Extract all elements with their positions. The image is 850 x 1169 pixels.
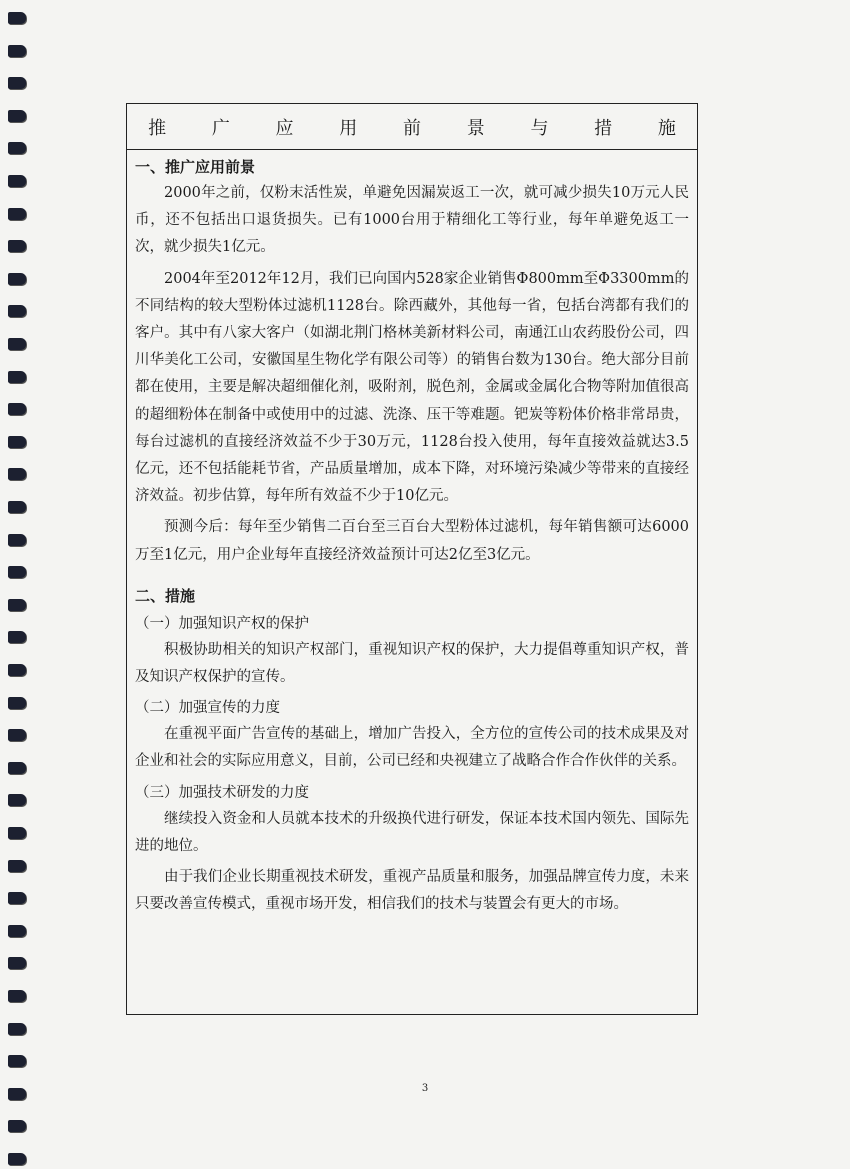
subsection-title: （三）加强技术研发的力度 xyxy=(135,784,309,801)
binding-ring xyxy=(8,1153,26,1165)
binding-ring xyxy=(8,664,26,676)
paragraph: 预测今后：每年至少销售二百台至三百台大型粉体过滤机，每年销售额可达6000万至1亿元，用户企业每年直接经济效益预计可达2亿至3亿元。 xyxy=(135,519,689,563)
binding-ring xyxy=(8,697,26,709)
binding-ring xyxy=(8,208,26,220)
page-number: 3 xyxy=(421,1083,429,1094)
section-heading-prospects: 一、推广应用前景 xyxy=(135,158,256,176)
binding-ring xyxy=(8,566,26,578)
binding-ring xyxy=(8,12,26,24)
binding-ring xyxy=(8,534,26,546)
binding-ring xyxy=(8,794,26,806)
binding-ring xyxy=(8,305,26,317)
binding-ring xyxy=(8,860,26,872)
binding-ring xyxy=(8,338,26,350)
subsection-title: （一）加强知识产权的保护 xyxy=(135,615,309,632)
binding-ring xyxy=(8,729,26,741)
paragraph: 由于我们企业长期重视技术研发，重视产品质量和服务，加强品牌宣传力度，未来只要改善宣传模式，重视市场开发，相信我们的技术与装置会有更大的市场。 xyxy=(135,869,689,913)
spiral-binding xyxy=(0,0,34,1169)
binding-ring xyxy=(8,501,26,513)
paragraph: 在重视平面广告宣传的基础上，增加广告投入，全方位的宣传公司的技术成果及对企业和社会的实际应用意义，目前，公司已经和央视建立了战略合作合作伙伴的关系。 xyxy=(135,726,689,770)
binding-ring xyxy=(8,175,26,187)
binding-ring xyxy=(8,142,26,154)
binding-ring xyxy=(8,45,26,57)
binding-ring xyxy=(8,436,26,448)
binding-ring xyxy=(8,925,26,937)
paragraph: 2000年之前，仅粉末活性炭，单避免因漏炭返工一次，就可减少损失10万元人民币，还不包括出口退货损失。已有1000台用于精细化工等行业，每年单避免返工一次，就少损失1亿元。 xyxy=(135,185,689,256)
binding-ring xyxy=(8,110,26,122)
binding-ring xyxy=(8,403,26,415)
binding-ring xyxy=(8,240,26,252)
document-frame xyxy=(126,103,698,1015)
paragraph: 继续投入资金和人员就本技术的升级换代进行研发，保证本技术国内领先、国际先进的地位。 xyxy=(135,810,689,854)
paragraph: 2004年至2012年12月，我们已向国内528家企业销售Φ800mm至Φ3300mm的不同结构的较大型粉体过滤机1128台。除西藏外，其他每一省，包括台湾都有我们的客户。其中有八家大客户（如湖北荆门格林美新材料公司，南通江山农药股份公司，四川华美化工公司，安徽国星生物化学有限公司等）的销售台数为130台。绝大部分目前都在使用，主要是解决超细催化剂，吸附剂，脱色剂，金属或金属化合物等附加值很高的超细粉体在制备中或使用中的过滤、洗涤、压干等难题。钯炭等粉体价格非常昂贵，每台过滤机的直接经济效益不少于30万元，1128台投入使用，每年直接效益就达3.5亿元，还不包括能耗节省，产品质量增加，成本下降，对环境污染减少等带来的直接经济效益。初步估算，每年所有效益不少于10亿元。 xyxy=(135,270,689,505)
binding-ring xyxy=(8,1120,26,1132)
binding-ring xyxy=(8,1055,26,1067)
binding-ring xyxy=(8,762,26,774)
binding-ring xyxy=(8,599,26,611)
section-heading-measures: 二、措施 xyxy=(135,586,196,605)
binding-ring xyxy=(8,371,26,383)
binding-ring xyxy=(8,631,26,643)
binding-ring xyxy=(8,990,26,1002)
subsection-title: （二）加强宣传的力度 xyxy=(135,700,280,717)
binding-ring xyxy=(8,77,26,89)
title-row xyxy=(127,104,697,150)
binding-ring xyxy=(8,468,26,480)
paragraph: 积极协助相关的知识产权部门，重视知识产权的保护，大力提倡尊重知识产权，普及知识产权保护的宣传。 xyxy=(135,641,689,686)
binding-ring xyxy=(8,273,26,285)
binding-ring xyxy=(8,827,26,839)
binding-ring xyxy=(8,892,26,904)
page-title: 推 广 应 用 前 景 与 措 施 xyxy=(148,117,696,139)
binding-ring xyxy=(8,957,26,969)
content-area xyxy=(127,150,697,918)
binding-ring xyxy=(8,1023,26,1035)
